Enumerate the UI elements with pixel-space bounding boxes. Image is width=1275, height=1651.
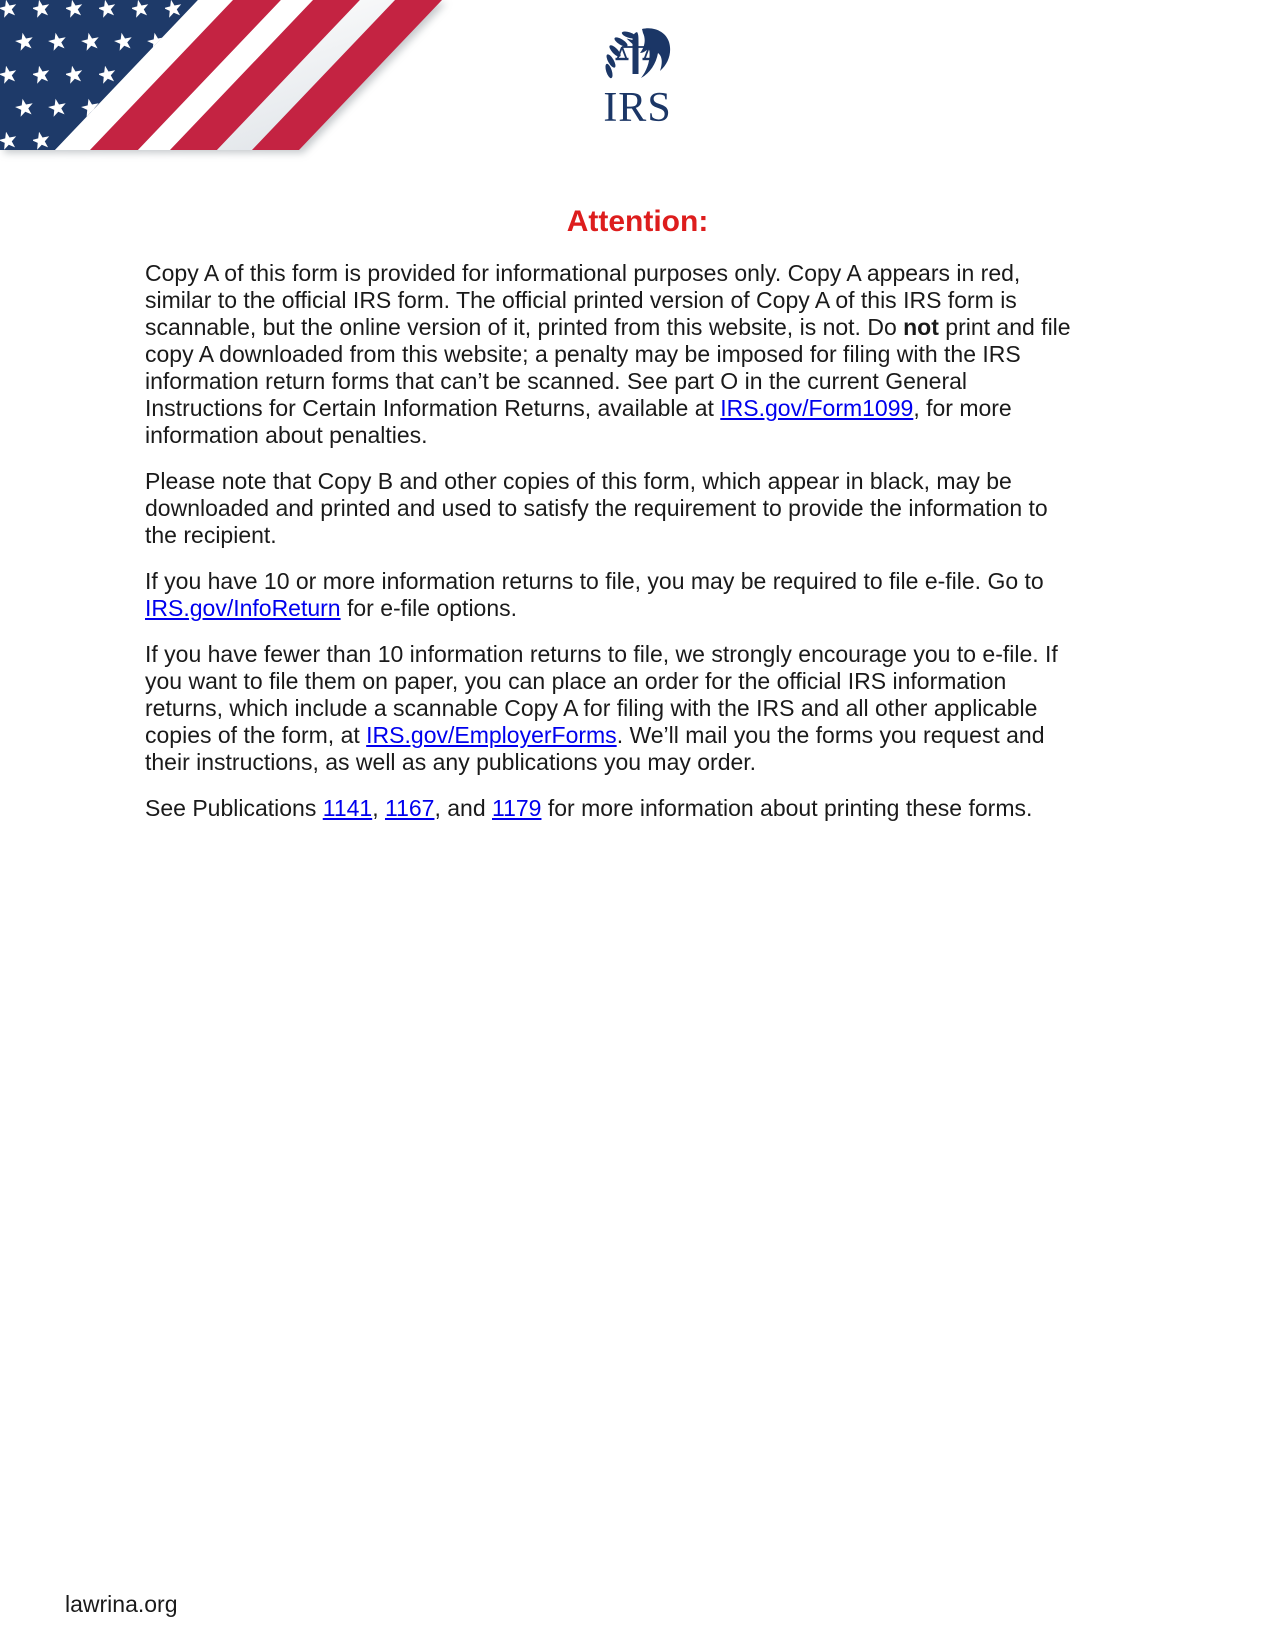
link-publication-1179[interactable]: 1179 (492, 795, 542, 821)
text-run: print and file copy A downloaded from this website; a penalty may be imposed for filing with the IRS information return forms that can’t be scanned. See part O in the current General Instructions for Certain Information Returns, available at (145, 314, 1071, 421)
link-irs-gov-form1099[interactable]: IRS.gov/Form1099 (720, 395, 914, 421)
text-run: Please note that Copy B and other copies of this form, which appear in black, may be downloaded and printed and used to satisfy the requirement to provide the information to the recipient. (145, 468, 1048, 548)
body-text (145, 260, 1080, 841)
link-publication-1141[interactable]: 1141 (322, 795, 373, 821)
text-run: for more information about printing these forms. (541, 795, 1033, 821)
bold-text: not (903, 314, 939, 340)
text-run: for e-file options. (340, 595, 518, 621)
site-name-footer: lawrina.org (65, 1591, 178, 1617)
paragraph (145, 260, 1080, 449)
text-run: , and (434, 795, 492, 821)
text-run: , (372, 795, 385, 821)
text-run: , for more information about penalties. (145, 395, 1012, 448)
irs-logo (0, 28, 1275, 131)
link-publication-1167[interactable]: 1167 (384, 795, 435, 821)
irs-logo-text: IRS (603, 85, 672, 131)
paragraph (145, 468, 1080, 549)
text-run: Copy A of this form is provided for informational purposes only. Copy A appears in red, similar to the official IRS form. The official printed version of Copy A of this IRS form is scannable, but the online version of it, printed from this website, is not. Do (145, 260, 1021, 340)
attention-heading: Attention: (566, 205, 709, 238)
link-irs-gov-inforeturn[interactable]: IRS.gov/InfoReturn (145, 595, 341, 621)
text-run: If you have fewer than 10 information returns to file, we strongly encourage you to e-file. If you want to file them on paper, you can place an order for the official IRS information returns, which include a scannable Copy A for filing with the IRS and all other applicable copies of the form, at (145, 641, 1058, 748)
paragraph (145, 795, 1080, 822)
text-run: If you have 10 or more information returns to file, you may be required to file e-file. Go to (145, 568, 1044, 594)
paragraph (145, 641, 1080, 776)
text-run: See Publications (145, 795, 323, 821)
link-irs-gov-employerforms[interactable]: IRS.gov/EmployerForms (366, 722, 617, 748)
text-run: . We’ll mail you the forms you request and their instructions, as well as any publications you may order. (145, 722, 1045, 775)
paragraph (145, 568, 1080, 622)
irs-eagle-logo-icon (601, 28, 675, 89)
